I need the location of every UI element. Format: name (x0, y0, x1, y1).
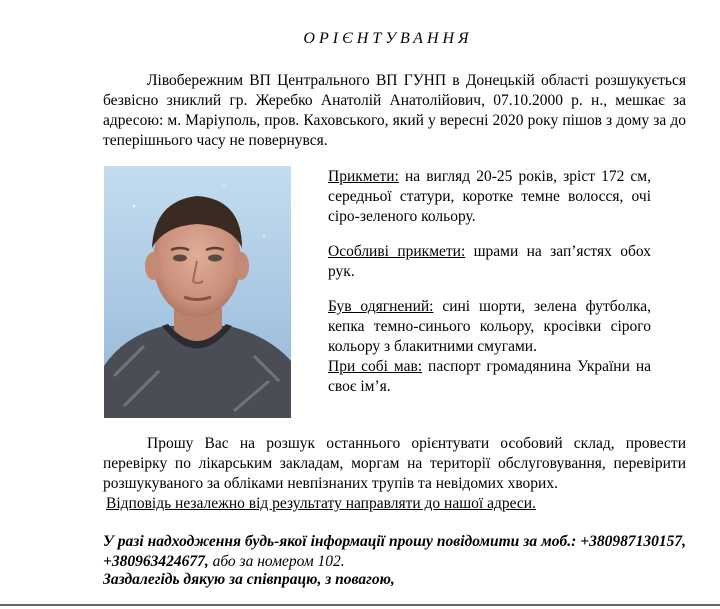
contact-emergency-number: 102. (317, 553, 345, 570)
documents-paragraph (328, 357, 651, 397)
description-block (328, 167, 651, 397)
signs-paragraph (328, 167, 651, 227)
request-paragraph: Прошу Вас на розшук останнього орієнтувати особовий склад, провести перевірку по лікарським закладам, моргам на території обслуговування, перевірити розшукуваного за обліками невпізнаних трупів та невідомих хворих. (103, 435, 686, 492)
documents-label: При собі мав: (328, 358, 423, 375)
intro-paragraph: Лівобережним ВП Центрального ВП ГУНП в Донецькій області розшукується безвісно зниклий гр. Жеребко Анатолій Анатолійович, 07.10.2000 р. н., мешкає за адресою: м. Маріуполь, пров. Каховського, який у вересні 2020 року пішов з дому за до теперішнього часу не повернувся. (103, 72, 686, 149)
missing-person-photo (104, 166, 291, 418)
documents-text: паспорт громадянина України на своє ім’я. (328, 358, 651, 395)
contact-prefix: У разі надходження будь-якої інформації прошу повідомити за моб.: (103, 533, 577, 550)
clothing-label: Був одягнений: (328, 298, 434, 315)
clothing-paragraph (328, 297, 651, 357)
reply-note: Відповідь незалежно від результату направляти до нашої адреси. (106, 495, 536, 512)
signs-label: Прикмети: (328, 168, 399, 185)
thanks-line: Заздалегідь дякую за співпрацю, з повагою, (103, 571, 395, 588)
contact-phones: +380987130157, +380963424677, (103, 533, 686, 570)
special-signs-text: шрами на зап’ястях обох рук. (328, 243, 651, 280)
page-edge-divider (0, 604, 720, 606)
contact-paragraph (103, 532, 686, 572)
signs-text: на вигляд 20-25 років, зріст 172 см, середньої статури, коротке темне волосся, очі сіро-зеленого кольору. (328, 168, 651, 225)
special-signs-label: Особливі прикмети: (328, 243, 466, 260)
clothing-text: сині шорти, зелена футболка, кепка темно-синього кольору, кросівки сірого кольору з блакитними смугами. (328, 298, 651, 355)
document-title: ОРІЄНТУВАННЯ (303, 30, 473, 47)
special-signs-paragraph (328, 242, 651, 282)
contact-or: або за номером (208, 553, 318, 570)
